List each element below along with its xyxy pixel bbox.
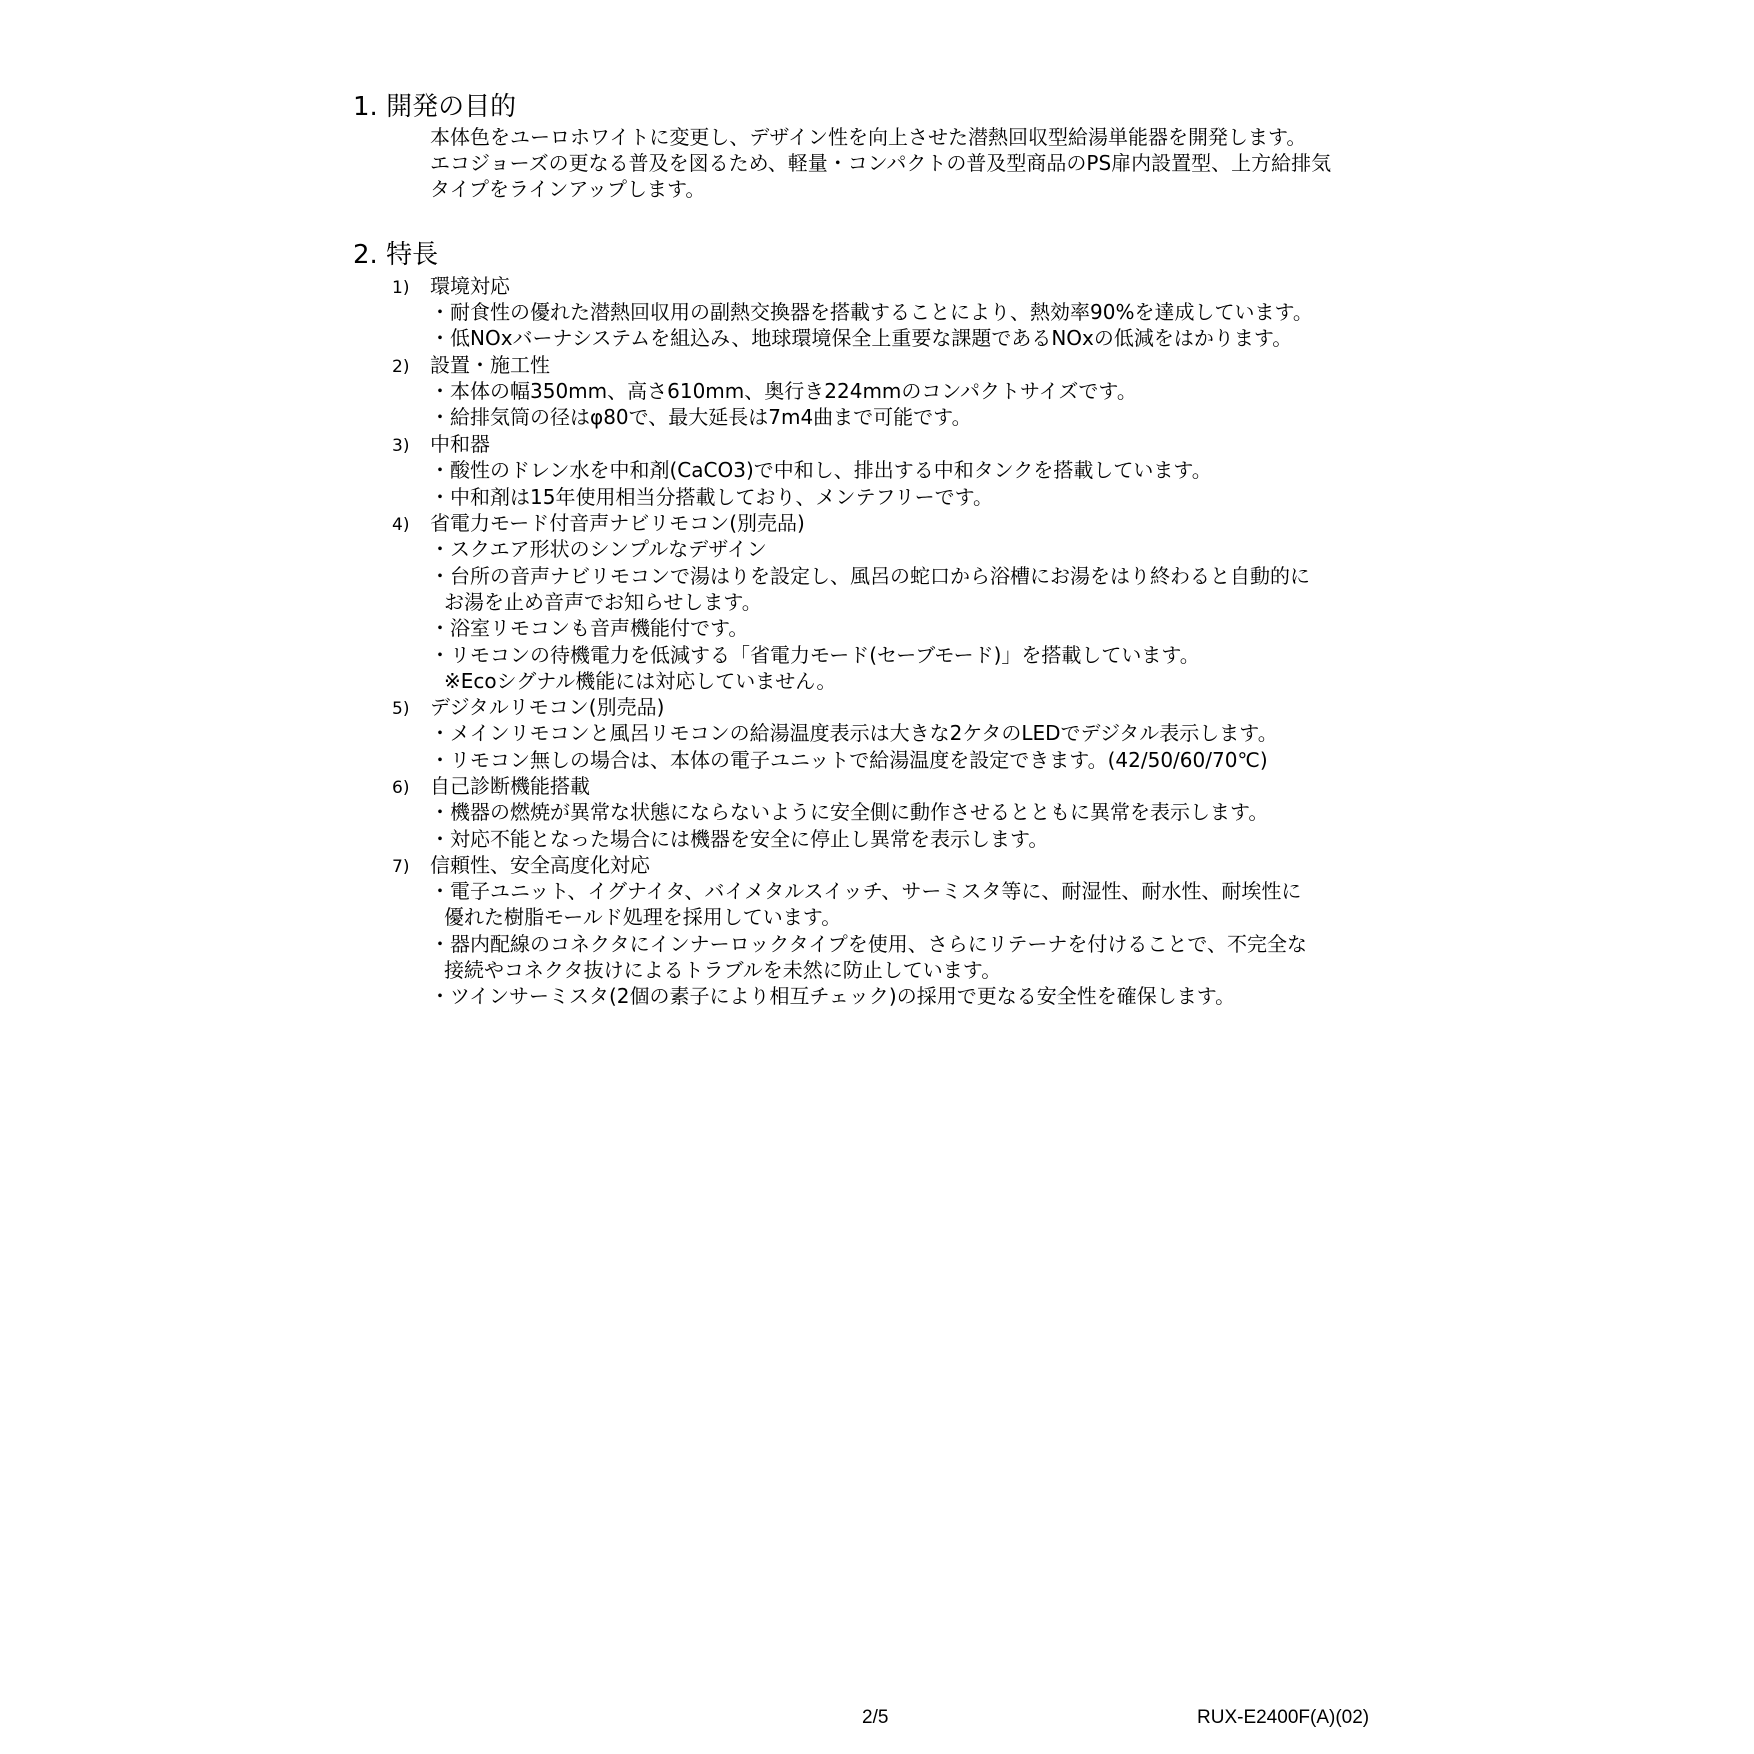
section-1-title: 1. 開発の目的: [353, 92, 517, 122]
feature-bullet-continuation: 接続やコネクタ抜けによるトラブルを未然に防止しています。: [444, 958, 1002, 982]
feature-bullet: ・浴室リモコンも音声機能付です。: [430, 616, 749, 640]
feature-bullet: ・本体の幅350mm、高さ610mm、奥行き224mmのコンパクトサイズです。: [430, 379, 1137, 403]
feature-title: 自己診断機能搭載: [430, 774, 590, 798]
feature-bullet: ・給排気筒の径はφ80で、最大延長は7m4曲まで可能です。: [430, 405, 972, 429]
feature-bullet: ・ツインサーミスタ(2個の素子により相互チェック)の採用で更なる安全性を確保します。: [430, 984, 1236, 1008]
feature-bullet: ・リモコンの待機電力を低減する「省電力モード(セーブモード)」を搭載しています。: [430, 643, 1200, 667]
feature-number: 2): [392, 357, 410, 377]
section-1-line: 本体色をユーロホワイトに変更し、デザイン性を向上させた潜熱回収型給湯単能器を開発します。: [430, 125, 1307, 149]
feature-bullet: ・電子ユニット、イグナイタ、バイメタルスイッチ、サーミスタ等に、耐湿性、耐水性、耐埃性に: [430, 879, 1302, 903]
feature-bullet: ・中和剤は15年使用相当分搭載しており、メンテフリーです。: [430, 485, 994, 509]
feature-bullet: ・耐食性の優れた潜熱回収用の副熱交換器を搭載することにより、熱効率90%を達成しています。: [430, 300, 1313, 324]
feature-bullet-continuation: 優れた樹脂モールド処理を採用しています。: [444, 905, 842, 929]
feature-title: 設置・施工性: [430, 353, 550, 377]
document-code: RUX-E2400F(A)(02): [1197, 1707, 1370, 1728]
feature-bullet: ・機器の燃焼が異常な状態にならないように安全側に動作させるとともに異常を表示します。: [430, 800, 1269, 824]
feature-number: 3): [392, 436, 410, 456]
feature-number: 7): [392, 857, 410, 877]
feature-bullet: ・器内配線のコネクタにインナーロックタイプを使用、さらにリテーナを付けることで、不完全な: [430, 932, 1307, 956]
feature-title: 環境対応: [430, 274, 510, 298]
section-1-line: タイプをラインアップします。: [430, 177, 706, 201]
feature-bullet: ・リモコン無しの場合は、本体の電子ユニットで給湯温度を設定できます。(42/50/60/70℃): [430, 748, 1268, 772]
feature-number: 6): [392, 778, 410, 798]
feature-note: ※Ecoシグナル機能には対応していません。: [444, 669, 837, 693]
feature-title: 信頼性、安全高度化対応: [430, 853, 650, 877]
section-1-line: エコジョーズの更なる普及を図るため、軽量・コンパクトの普及型商品のPS扉内設置型、上方給排気: [430, 151, 1332, 175]
feature-bullet: ・台所の音声ナビリモコンで湯はりを設定し、風呂の蛇口から浴槽にお湯をはり終わると自動的に: [430, 564, 1310, 588]
feature-title: デジタルリモコン(別売品): [430, 695, 665, 719]
feature-heading-1: [392, 273, 510, 301]
feature-heading-5: [392, 694, 664, 722]
feature-bullet: ・酸性のドレン水を中和剤(CaCO3)で中和し、排出する中和タンクを搭載しています。: [430, 458, 1212, 482]
feature-title: 省電力モード付音声ナビリモコン(別売品): [430, 511, 805, 535]
feature-bullet-continuation: お湯を止め音声でお知らせします。: [444, 590, 762, 614]
feature-number: 4): [392, 515, 410, 535]
feature-bullet: ・対応不能となった場合には機器を安全に停止し異常を表示します。: [430, 827, 1049, 851]
feature-title: 中和器: [430, 432, 490, 456]
feature-number: 1): [392, 278, 410, 298]
feature-heading-6: [392, 773, 590, 801]
feature-heading-2: [392, 352, 550, 380]
section-2-title: 2. 特長: [353, 240, 439, 270]
feature-bullet: ・低NOxバーナシステムを組込み、地球環境保全上重要な課題であるNOxの低減をはかります。: [430, 326, 1293, 350]
feature-heading-4: [392, 510, 805, 538]
feature-number: 5): [392, 699, 410, 719]
page-number: 2/5: [862, 1707, 889, 1728]
feature-heading-7: [392, 852, 650, 880]
feature-bullet: ・メインリモコンと風呂リモコンの給湯温度表示は大きな2ケタのLEDでデジタル表示します。: [430, 721, 1278, 745]
feature-bullet: ・スクエア形状のシンプルなデザイン: [430, 537, 767, 561]
feature-heading-3: [392, 431, 490, 459]
